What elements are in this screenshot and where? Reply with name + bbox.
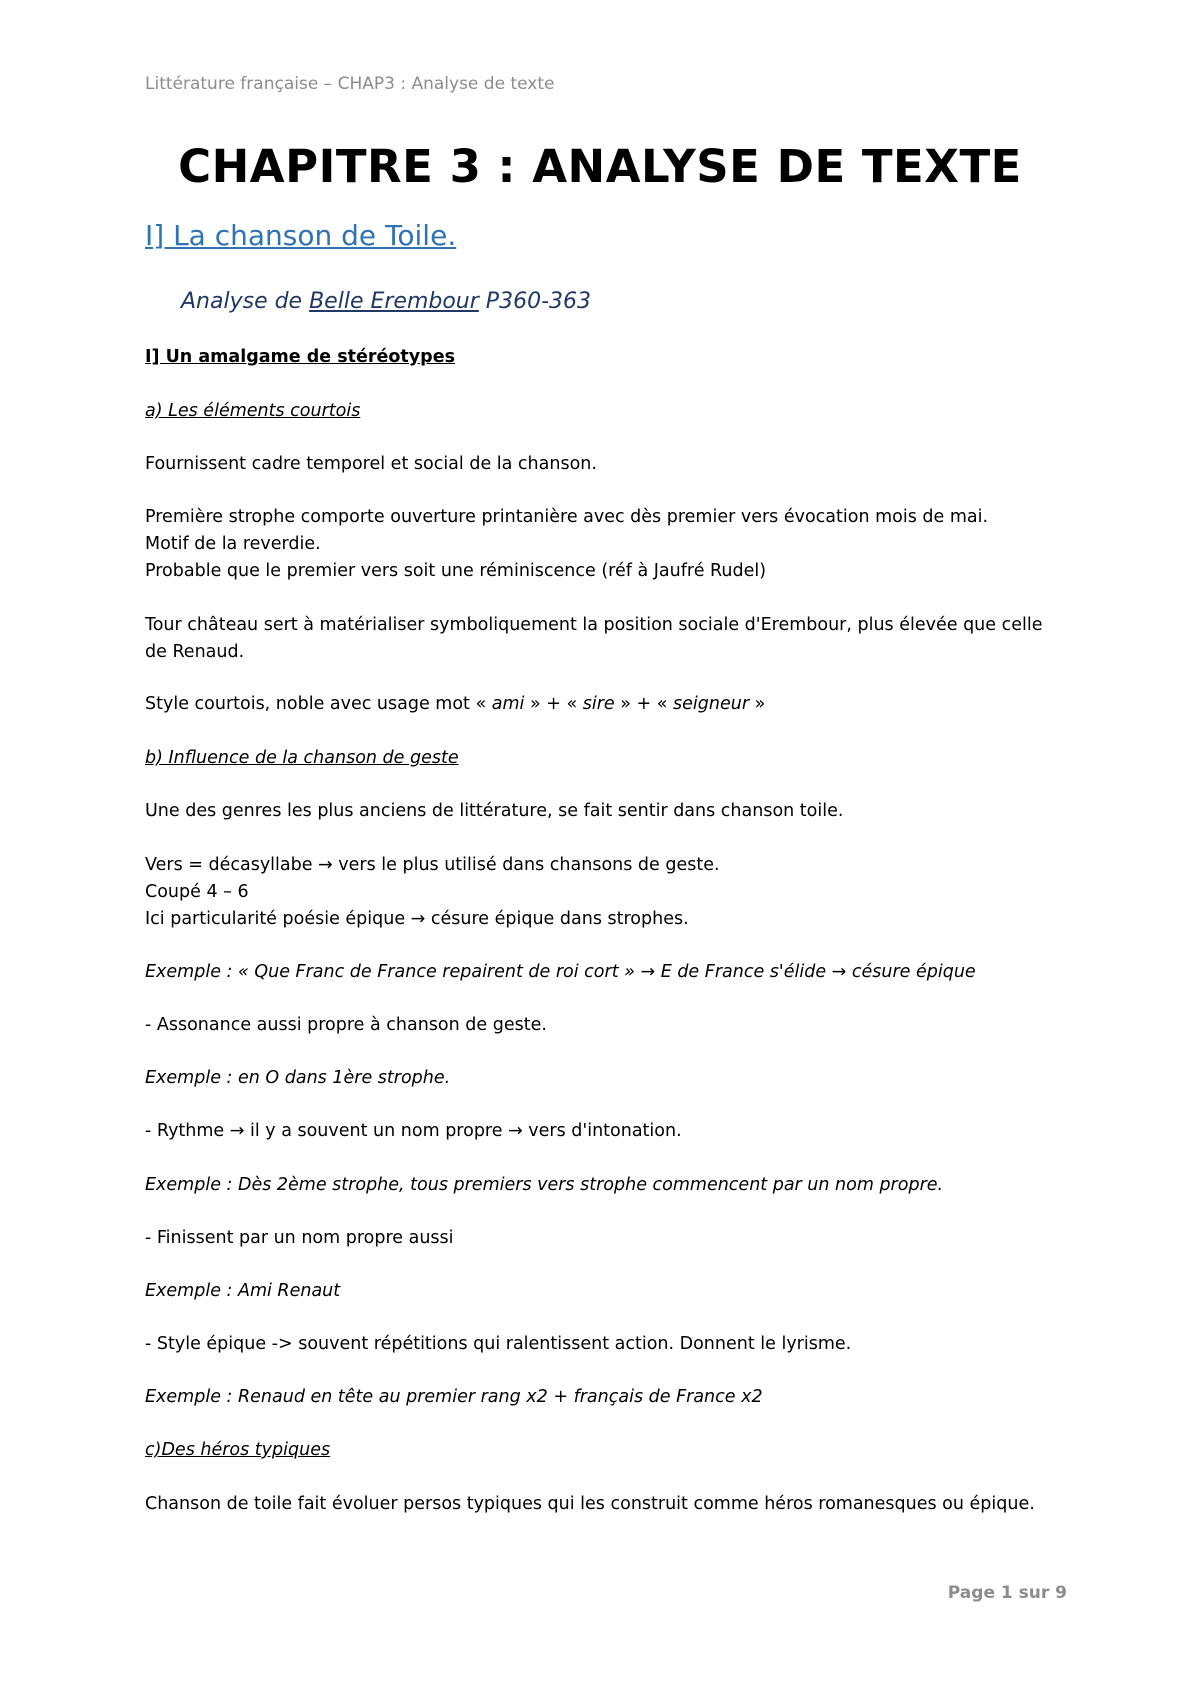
subheading-prefix: Analyse de bbox=[181, 289, 310, 314]
subsection-heading-a: a) Les éléments courtois bbox=[145, 401, 361, 421]
paragraph: - Finissent par un nom propre aussi bbox=[145, 1228, 454, 1248]
subheading bbox=[181, 289, 591, 314]
section-heading: I] La chanson de Toile. bbox=[145, 219, 457, 252]
paragraph-line: Ici particularité poésie épique → césure épique dans strophes. bbox=[145, 909, 689, 929]
text-run: » bbox=[749, 694, 766, 714]
subsection-heading-c: c)Des héros typiques bbox=[145, 1440, 331, 1460]
quoted-word: seigneur bbox=[673, 694, 750, 714]
paragraph-line: de Renaud. bbox=[145, 642, 245, 662]
page-reference: P360-363 bbox=[478, 289, 591, 314]
paragraph-line: Première strophe comporte ouverture printanière avec dès premier vers évocation mois de mai. bbox=[145, 507, 989, 527]
paragraph-line: Motif de la reverdie. bbox=[145, 534, 321, 554]
quoted-word: sire bbox=[582, 694, 615, 714]
example: Exemple : Dès 2ème strophe, tous premiers vers strophe commencent par un nom propre. bbox=[145, 1175, 944, 1195]
paragraph: Une des genres les plus anciens de littérature, se fait sentir dans chanson toile. bbox=[145, 801, 844, 821]
paragraph: Fournissent cadre temporel et social de la chanson. bbox=[145, 454, 597, 474]
part-heading: I] Un amalgame de stéréotypes bbox=[145, 347, 455, 367]
text-run: Style courtois, noble avec usage mot « bbox=[145, 694, 492, 714]
paragraph-line: Coupé 4 – 6 bbox=[145, 882, 249, 902]
paragraph: - Style épique -> souvent répétitions qui ralentissent action. Donnent le lyrisme. bbox=[145, 1334, 852, 1354]
paragraph-line: Tour château sert à matérialiser symboliquement la position sociale d'Erembour, plus élevée que celle bbox=[145, 615, 1043, 635]
paragraph: Chanson de toile fait évoluer persos typiques qui les construit comme héros romanesques ou épique. bbox=[145, 1494, 1035, 1514]
paragraph bbox=[145, 694, 765, 714]
example: Exemple : en O dans 1ère strophe. bbox=[145, 1068, 451, 1088]
example: Exemple : Ami Renaut bbox=[145, 1281, 341, 1301]
example: Exemple : « Que Franc de France repairent de roi cort » → E de France s'élide → césure épique bbox=[145, 962, 976, 982]
quoted-word: ami bbox=[491, 694, 525, 714]
text-run: » + « bbox=[524, 694, 583, 714]
page-number: Page 1 sur 9 bbox=[947, 1583, 1067, 1603]
running-header: Littérature française – CHAP3 : Analyse de texte bbox=[145, 74, 555, 94]
paragraph: - Assonance aussi propre à chanson de geste. bbox=[145, 1015, 547, 1035]
paragraph-line: Probable que le premier vers soit une réminiscence (réf à Jaufré Rudel) bbox=[145, 561, 767, 581]
paragraph: - Rythme → il y a souvent un nom propre → vers d'intonation. bbox=[145, 1121, 682, 1141]
example: Exemple : Renaud en tête au premier rang x2 + français de France x2 bbox=[145, 1387, 763, 1407]
text-run: » + « bbox=[614, 694, 674, 714]
document-title: CHAPITRE 3 : ANALYSE DE TEXTE bbox=[178, 140, 1022, 193]
subsection-heading-b: b) Influence de la chanson de geste bbox=[145, 748, 459, 768]
paragraph-line: Vers = décasyllabe → vers le plus utilisé dans chansons de geste. bbox=[145, 855, 720, 875]
work-title: Belle Erembour bbox=[309, 289, 479, 314]
